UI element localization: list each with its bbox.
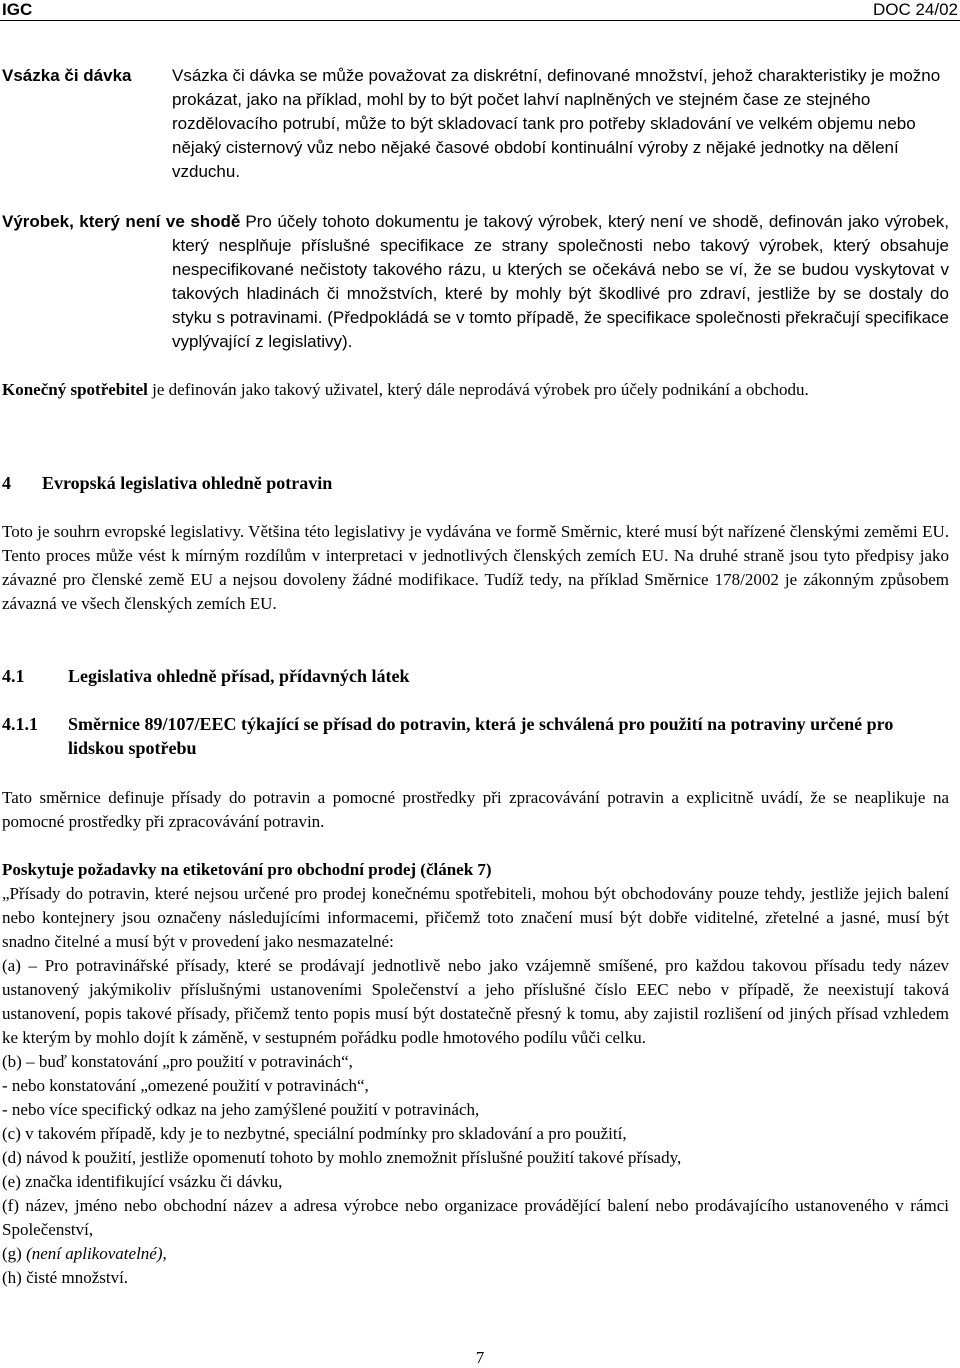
header-org: IGC: [2, 0, 33, 19]
labelling-item-g-text: (není aplikovatelné),: [26, 1244, 167, 1263]
labelling-intro: „Přísady do potravin, které nejsou určené pro prodej konečnému spotřebiteli, mohou být obchodovány pouze tehdy, jestliže jejich balení nebo kontejnery jsou označeny následujícími informacemi, přičemž toto značení musí být dobře viditelné, zřetelné a jasné, musí být snadno čitelné a musí být v provedení jako nesmazatelné:: [2, 884, 949, 951]
labelling-item-c: (c) v takovém případě, kdy je to nezbytné, speciální podmínky pro skladování a pro použití,: [2, 1124, 627, 1143]
paragraph-legislation-summary: Toto je souhrn evropské legislativy. Většina této legislativy je vydávána ve formě Směrnic, které musí být nařízené členskými zeměmi EU. Tento proces může vést k mírným rozdílům v interpretaci v jednotlivých členských zemích EU. Na druhé straně jsou tyto předpisy jako závazné pro členské země EU a nejsou dovoleny žádné modifikace. Tudíž tedy, na příklad Směrnice 178/2002 je zákonným způsobem závazná ve všech členských zemích EU.: [2, 522, 949, 613]
term-konecny: Konečný spotřebitel: [2, 380, 148, 399]
section-4-number: 4: [2, 473, 11, 493]
labelling-item-b: (b) – buď konstatování „pro použití v potravinách“,: [2, 1052, 353, 1071]
definition-konecny: [2, 378, 949, 402]
labelling-item-b2: - nebo konstatování „omezené použití v potravinách“,: [2, 1076, 369, 1095]
labelling-item-b3: - nebo více specifický odkaz na jeho zamýšlené použití v potravinách,: [2, 1100, 480, 1119]
section-4-1-1-number: 4.1.1: [2, 714, 38, 734]
header-doc-id: DOC 24/02: [872, 0, 958, 19]
labelling-item-a: (a) – Pro potravinářské přísady, které se prodávají jednotlivě nebo jako vzájemně smíšené, pro každou takovou přísadu tedy název ustanovený jakýmikoliv příslušnými ustanoveními Společenství a jeho příslušné číslo EEC nebo v případě, že neexistují taková ustanovení, popis takové přísady, přičemž tento popis musí být dostatečně přesný k tomu, aby zajistil rozlišení od jiných přísad vzhledem ke kterým by mohlo dojít k záměně, v sestupném pořádku podle hmotového podílu vůči celku.: [2, 956, 949, 1047]
paragraph-directive-definition: Tato směrnice definuje přísady do potravin a pomocné prostředky při zpracovávání potravin a explicitně uvádí, že se neaplikuje na pomocné prostředky při zpracovávání potravin.: [2, 788, 949, 831]
page-number: 7: [475, 1348, 485, 1367]
section-4-1-number: 4.1: [2, 666, 25, 686]
section-4-1-title: Legislativa ohledně přísad, přídavných látek: [68, 666, 410, 686]
labelling-item-e: (e) značka identifikující vsázku či dávku,: [2, 1172, 283, 1191]
definition-vsazka: Vsázka či dávka se může považovat za diskrétní, definované množství, jehož charakteristiky je možno prokázat, jako na příklad, mohl by to být počet lahví naplněných ve stejném čase ze stejného rozdělovacího potrubí, může to být skladovací tank pro potřeby skladování ve velkém objemu nebo nějaký cisternový vůz nebo nějaké časové období kontinuální výroby z nějaké jednotky na dělení vzduchu.: [172, 66, 941, 181]
page-header: [0, 0, 960, 21]
definition-konecny-text: je definován jako takový uživatel, který dále neprodává výrobek pro účely podnikání a obchodu.: [152, 380, 809, 399]
definition-vyrobek: [2, 210, 949, 354]
section-4-heading: [2, 473, 332, 494]
section-4-title: Evropská legislativa ohledně potravin: [42, 473, 333, 493]
term-vsazka: Vsázka či dávka: [2, 66, 132, 85]
section-4-1-1-title: Směrnice 89/107/EEC týkající se přísad do potravin, která je schválená pro použití na potraviny určené pro lidskou spotřebu: [68, 714, 894, 758]
labelling-heading: Poskytuje požadavky na etiketování pro obchodní prodej (článek 7): [2, 860, 492, 879]
labelling-requirements: [2, 858, 949, 1290]
definition-vyrobek-text: Pro účely tohoto dokumentu je takový výrobek, který není ve shodě, definován jako výrobek, který nesplňuje příslušné specifikace ze strany společnosti nebo takový výrobek, který obsahuje nespecifikované nečistoty takového rázu, u kterých se očekává nebo se ví, že se budou vyskytovat v takových hladinách či množstvích, které by mohly být škodlivé pro zdraví, jestliže by se dostaly do styku s potravinami. (Předpokládá se v tomto případě, že specifikace společnosti překračují specifikace vyplývající z legislativy).: [172, 212, 949, 351]
term-vyrobek: Výrobek, který není ve shodě: [2, 212, 241, 231]
section-4-1-heading: [2, 666, 410, 687]
labelling-item-g-label: (g): [2, 1244, 22, 1263]
labelling-item-g: [2, 1242, 949, 1266]
labelling-item-d: (d) návod k použití, jestliže opomenutí tohoto by mohlo znemožnit příslušné použití takové přísady,: [2, 1148, 682, 1167]
labelling-item-f: (f) název, jméno nebo obchodní název a adresa výrobce nebo organizace provádějící balení nebo prodávajícího ustanoveného v rámci Společenství,: [2, 1196, 949, 1239]
labelling-item-h: (h) čisté množství.: [2, 1268, 129, 1287]
